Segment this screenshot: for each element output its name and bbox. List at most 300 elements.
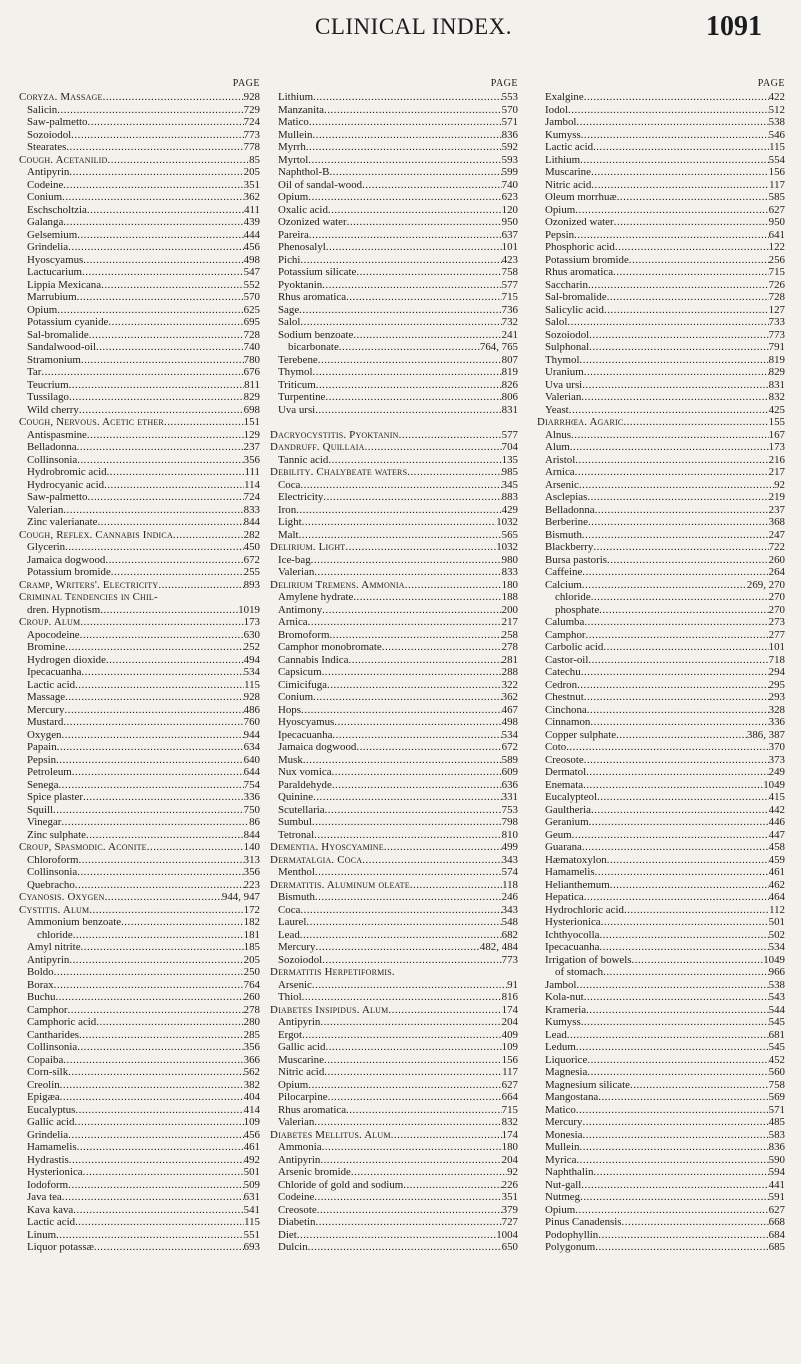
- index-entry: [270, 329, 518, 342]
- entry-page-ref: 560: [768, 1066, 785, 1078]
- entry-page-ref: 241: [501, 328, 518, 341]
- index-entry: [270, 604, 518, 617]
- entry-page-ref: 724: [243, 116, 260, 128]
- dot-leader: [55, 991, 243, 1004]
- entry-term: Antipyrin: [278, 1016, 321, 1028]
- dot-leader: [61, 729, 243, 742]
- entry-term: Caffeine: [545, 566, 583, 578]
- dot-leader: [83, 1166, 244, 1179]
- entry-term: Sal-bromalide: [27, 328, 89, 341]
- dot-leader: [68, 241, 244, 254]
- entry-term: Enemata: [545, 778, 584, 791]
- entry-term: Potassium cyanide: [27, 316, 109, 328]
- index-heading-entry: [19, 91, 260, 104]
- dot-leader: [586, 629, 769, 642]
- entry-page-ref: 450: [243, 541, 260, 553]
- entry-page-ref: 807: [501, 353, 518, 366]
- dot-leader: [569, 404, 769, 417]
- entry-term: Dermatol: [545, 766, 587, 778]
- entry-term: Arnica: [278, 616, 308, 628]
- dot-leader: [308, 1079, 501, 1092]
- entry-term: Rhus aromatica: [278, 1103, 347, 1116]
- index-entry: [19, 1229, 260, 1242]
- entry-term: Liquor potassæ: [27, 1241, 94, 1253]
- entry-page-ref: 754: [243, 778, 260, 791]
- entry-page-ref: 122: [768, 241, 785, 253]
- entry-page-ref: 985: [501, 466, 518, 478]
- dot-leader: [325, 804, 502, 817]
- index-entry: [270, 904, 518, 917]
- entry-term: Catechu: [545, 666, 581, 678]
- entry-page-ref: 583: [768, 1128, 785, 1141]
- dot-leader: [598, 1229, 768, 1242]
- entry-term: Musk: [278, 753, 303, 766]
- entry-term: Myrtol: [278, 153, 309, 166]
- dot-leader: [362, 179, 502, 192]
- dot-leader: [297, 1229, 496, 1242]
- entry-page-ref: 118: [502, 878, 518, 891]
- entry-page-ref: 117: [769, 178, 785, 191]
- index-entry: [537, 291, 785, 304]
- entry-term: Iodol: [545, 103, 568, 116]
- entry-term: Collinsonia: [27, 1041, 78, 1053]
- entry-term: Kumyss: [545, 128, 581, 141]
- dot-leader: [339, 341, 480, 354]
- index-entry: [270, 591, 518, 604]
- entry-page-ref: 151: [243, 416, 260, 428]
- index-entry: [537, 729, 785, 742]
- entry-term: Yeast: [545, 403, 569, 416]
- entry-term: Mangostana: [545, 1091, 599, 1103]
- entry-page-ref: 331: [501, 791, 518, 803]
- entry-page-ref: 252: [243, 641, 260, 653]
- entry-term: Buchu: [27, 991, 56, 1003]
- index-entry: [537, 1091, 785, 1104]
- entry-page-ref: 641: [768, 228, 785, 241]
- dot-leader: [309, 116, 502, 129]
- dot-leader: [587, 704, 769, 717]
- entry-term: Hops: [278, 703, 301, 716]
- dot-leader: [603, 966, 769, 979]
- entry-term: Kumyss: [545, 1016, 581, 1028]
- index-entry: [270, 991, 518, 1004]
- entry-page-ref: 569: [768, 1091, 785, 1103]
- index-entry: [19, 604, 260, 617]
- entry-term: Hyoscyamus: [278, 716, 335, 728]
- dot-leader: [610, 879, 769, 892]
- entry-term: Cystitis. Alum: [19, 903, 90, 916]
- dot-leader: [83, 254, 243, 267]
- dot-leader: [599, 604, 768, 617]
- index-lines: [270, 91, 518, 1254]
- dot-leader: [299, 304, 501, 317]
- entry-term: Polygonum: [545, 1241, 596, 1253]
- index-entry: [270, 516, 518, 529]
- dot-leader: [601, 916, 769, 929]
- entry-page-ref: 538: [768, 116, 785, 128]
- dot-leader: [322, 1141, 502, 1154]
- index-entry: [19, 829, 260, 842]
- entry-page-ref: 893: [243, 578, 260, 591]
- entry-term: Camphoric acid: [27, 1016, 97, 1028]
- entry-term: Menthol: [278, 866, 315, 878]
- column-page-heading: PAGE: [232, 78, 260, 89]
- entry-term: Amyl nitrite: [27, 941, 81, 953]
- index-entry: [19, 266, 260, 279]
- entry-term: Gaultheria: [545, 803, 591, 816]
- entry-term: Ergot: [278, 1028, 302, 1041]
- dot-leader: [567, 316, 768, 329]
- index-entry: [270, 154, 518, 167]
- index-entry: [19, 816, 260, 829]
- entry-term: Cinnamon: [545, 716, 591, 728]
- entry-term: Antispasmine: [27, 428, 87, 441]
- index-entry: [19, 1104, 260, 1117]
- entry-term: Podophyllin: [545, 1228, 599, 1241]
- dot-leader: [57, 104, 243, 117]
- entry-page-ref: 816: [501, 991, 518, 1003]
- entry-term: Squill: [27, 803, 54, 816]
- dot-leader: [587, 1054, 768, 1067]
- entry-term: Chloroform: [27, 853, 79, 866]
- entry-term: Pilocarpine: [278, 1091, 328, 1103]
- dot-leader: [584, 754, 769, 767]
- entry-term: Creosote: [278, 1203, 317, 1216]
- index-heading-entry: [19, 904, 260, 917]
- entry-page-ref: 498: [501, 716, 518, 728]
- entry-term: Berberine: [545, 516, 588, 528]
- entry-term: Sulphonal: [545, 341, 590, 353]
- entry-term: Cough, Nervous. Acetic ether: [19, 416, 164, 428]
- index-entry: [537, 1016, 785, 1029]
- entry-page-ref: 127: [768, 303, 785, 316]
- index-entry: [19, 716, 260, 729]
- dot-leader: [314, 1116, 501, 1129]
- dot-leader: [60, 1091, 244, 1104]
- index-entry: [270, 229, 518, 242]
- entry-term: Sage: [278, 303, 300, 316]
- dot-leader: [311, 554, 502, 567]
- index-entry: [537, 1066, 785, 1079]
- entry-page-ref: 590: [768, 1153, 785, 1166]
- entry-term: Cough. Acetanilid: [19, 153, 108, 166]
- dot-leader: [570, 441, 769, 454]
- index-entry: [537, 1129, 785, 1142]
- index-entry: [270, 716, 518, 729]
- entry-page-ref: 219: [768, 491, 785, 503]
- dot-leader: [583, 1129, 769, 1142]
- entry-page-ref: 356: [243, 453, 260, 466]
- index-entry: [537, 404, 785, 417]
- entry-page-ref: 698: [243, 403, 260, 416]
- index-entry: [537, 254, 785, 267]
- dot-leader: [315, 404, 501, 417]
- entry-page-ref: 204: [501, 1016, 518, 1028]
- entry-term: Antipyrin: [278, 1153, 321, 1166]
- dot-leader: [362, 854, 501, 867]
- entry-term: Manzanita: [278, 103, 324, 116]
- entry-page-ref: 461: [243, 1141, 260, 1153]
- dot-leader: [302, 516, 497, 529]
- entry-page-ref: 609: [501, 766, 518, 778]
- entry-page-ref: 758: [768, 1078, 785, 1091]
- index-entry: [270, 941, 518, 954]
- entry-page-ref: 541: [243, 1203, 260, 1216]
- entry-page-ref: 117: [502, 1066, 518, 1078]
- index-entry: [270, 1079, 518, 1092]
- dot-leader: [575, 1204, 768, 1217]
- index-entry: [270, 491, 518, 504]
- dot-leader: [308, 154, 501, 167]
- entry-page-ref: 414: [243, 1103, 260, 1116]
- dot-leader: [66, 141, 243, 154]
- dot-leader: [65, 691, 244, 704]
- entry-term: Senega: [27, 778, 59, 791]
- index-entry: [537, 854, 785, 867]
- entry-page-ref: 501: [243, 1166, 260, 1178]
- entry-page-ref: 204: [501, 1153, 518, 1166]
- entry-page-ref: 264: [768, 566, 785, 578]
- index-entry: [270, 916, 518, 929]
- dot-leader: [105, 554, 243, 567]
- dot-leader: [313, 691, 502, 704]
- dot-leader: [584, 891, 769, 904]
- dot-leader: [607, 291, 769, 304]
- entry-term: Sandalwood-oil: [27, 341, 96, 353]
- dot-leader: [103, 91, 244, 104]
- entry-term: Muscarine: [278, 1053, 324, 1066]
- dot-leader: [617, 191, 769, 204]
- entry-page-ref: 180: [501, 1141, 518, 1153]
- dot-leader: [597, 791, 769, 804]
- entry-term: Gallic acid: [27, 1116, 75, 1128]
- dot-leader: [322, 604, 501, 617]
- entry-page-ref: 806: [501, 391, 518, 403]
- dot-leader: [581, 129, 769, 142]
- index-entry: [537, 766, 785, 779]
- dot-leader: [69, 954, 243, 967]
- index-entry: [537, 91, 785, 104]
- entry-term: Cinchona: [545, 703, 587, 716]
- index-entry: [537, 1179, 785, 1192]
- entry-term: Zinc valerianate: [27, 516, 98, 528]
- index-entry: [19, 854, 260, 867]
- index-entry: [19, 1066, 260, 1079]
- dot-leader: [630, 1079, 769, 1092]
- entry-term: Rhus aromatica: [278, 291, 347, 303]
- entry-term: Sozoiodol: [27, 128, 72, 141]
- dot-leader: [101, 279, 244, 292]
- index-entry: [270, 179, 518, 192]
- entry-page-ref: 829: [243, 391, 260, 403]
- entry-page-ref: 577: [501, 428, 518, 441]
- entry-page-ref: 722: [768, 541, 785, 553]
- index-entry: [537, 829, 785, 842]
- dot-leader: [353, 329, 501, 342]
- dot-leader: [77, 441, 244, 454]
- entry-term: Eschscholtzia: [27, 203, 87, 216]
- entry-page-ref: 328: [768, 703, 785, 716]
- entry-term: Uva ursi: [545, 378, 583, 391]
- index-entry: [537, 879, 785, 892]
- dot-leader: [306, 916, 501, 929]
- dot-leader: [300, 904, 501, 917]
- dot-leader: [68, 1066, 244, 1079]
- entry-page-ref: 715: [501, 291, 518, 303]
- index-entry: [537, 179, 785, 192]
- index-entry: [537, 391, 785, 404]
- entry-page-ref: 591: [768, 1191, 785, 1203]
- dot-leader: [300, 929, 502, 942]
- entry-page-ref: 182: [243, 916, 260, 928]
- index-entry: [19, 479, 260, 492]
- dot-leader: [593, 1166, 768, 1179]
- entry-page-ref: 285: [243, 1028, 260, 1041]
- entry-page-ref: 928: [243, 691, 260, 703]
- index-entry: [19, 979, 260, 992]
- index-entry: [270, 816, 518, 829]
- entry-term: Gelsemium: [27, 228, 78, 241]
- entry-page-ref: 439: [243, 216, 260, 228]
- index-entry: [537, 441, 785, 454]
- dot-leader: [356, 266, 501, 279]
- dot-leader: [322, 666, 502, 679]
- entry-page-ref: 1019: [238, 603, 260, 616]
- entry-page-ref: 681: [768, 1028, 785, 1041]
- dot-leader: [607, 854, 769, 867]
- entry-page-ref: 467: [501, 703, 518, 716]
- dot-leader: [329, 629, 501, 642]
- dot-leader: [566, 741, 768, 754]
- entry-page-ref: 773: [768, 328, 785, 341]
- entry-page-ref: 571: [501, 116, 518, 128]
- entry-term: Lithium: [278, 91, 314, 103]
- dot-leader: [584, 91, 769, 104]
- index-entry: [537, 629, 785, 642]
- entry-page-ref: 343: [501, 903, 518, 916]
- index-entry: [270, 379, 518, 392]
- dot-leader: [580, 354, 769, 367]
- dot-leader: [63, 1054, 243, 1067]
- index-entry: [270, 191, 518, 204]
- entry-term: Monesia: [545, 1128, 583, 1141]
- entry-term: Ozonized water: [545, 216, 614, 228]
- dot-leader: [582, 529, 769, 542]
- entry-term: Pepsin: [545, 228, 575, 241]
- entry-term: Codeine: [27, 178, 64, 191]
- entry-page-ref: 534: [501, 728, 518, 741]
- entry-term: Uranium: [545, 366, 584, 378]
- dot-leader: [622, 1216, 769, 1229]
- entry-page-ref: 740: [501, 178, 518, 191]
- dot-leader: [68, 1004, 244, 1017]
- index-entry: [19, 679, 260, 692]
- index-entry: [19, 341, 260, 354]
- entry-term: Croup. Alum: [19, 616, 81, 628]
- entry-page-ref: 543: [768, 991, 785, 1003]
- dot-leader: [575, 466, 769, 479]
- entry-term: Phosphoric acid: [545, 241, 615, 253]
- entry-page-ref: 740: [243, 341, 260, 353]
- entry-page-ref: 91: [507, 978, 518, 991]
- index-entry: [19, 1191, 260, 1204]
- entry-term: Ledum: [545, 1041, 576, 1053]
- dot-leader: [589, 341, 768, 354]
- index-entry: [270, 279, 518, 292]
- entry-page-ref: 592: [501, 141, 518, 153]
- entry-term: Valerian: [278, 566, 315, 578]
- dot-leader: [87, 429, 244, 442]
- entry-page-ref: 1049: [763, 953, 785, 966]
- dot-leader: [78, 854, 243, 867]
- entry-term: Myrica: [545, 1153, 577, 1166]
- dot-leader: [69, 1154, 244, 1167]
- dot-leader: [583, 1116, 769, 1129]
- entry-term: Cantharides: [27, 1028, 80, 1041]
- entry-term: Camphor: [27, 1003, 68, 1016]
- dot-leader: [313, 366, 502, 379]
- index-entry: [537, 1141, 785, 1154]
- dot-leader: [63, 716, 243, 729]
- index-entry: [270, 404, 518, 417]
- index-entry: [270, 1141, 518, 1154]
- entry-term: Calumba: [545, 616, 585, 628]
- entry-page-ref: 140: [243, 841, 260, 853]
- entry-term: Hepatica: [545, 891, 584, 903]
- entry-term: Criminal Tendencies in Chil-: [19, 591, 158, 603]
- entry-term: Gallic acid: [278, 1041, 326, 1053]
- entry-term: Oxalic acid: [278, 203, 328, 216]
- entry-term: Nitric acid: [278, 1066, 325, 1078]
- dot-leader: [382, 641, 502, 654]
- entry-page-ref: 293: [768, 691, 785, 703]
- entry-page-ref: 950: [501, 216, 518, 228]
- index-entry: [270, 391, 518, 404]
- entry-page-ref: 486: [243, 703, 260, 716]
- index-heading-entry: [19, 616, 260, 629]
- page-title: CLINICAL INDEX.: [315, 14, 513, 39]
- index-lines: [19, 91, 260, 1254]
- index-entry: [537, 529, 785, 542]
- dot-leader: [57, 741, 244, 754]
- entry-page-ref: 429: [501, 503, 518, 516]
- column-page-heading: PAGE: [757, 78, 785, 89]
- entry-page-ref: 411: [244, 203, 260, 216]
- entry-term: Geum: [545, 828, 572, 841]
- entry-page-ref: 156: [501, 1053, 518, 1066]
- index-entry: [270, 1204, 518, 1217]
- entry-term: Nitric acid: [545, 178, 592, 191]
- entry-term: Chloride of gold and sodium: [278, 1178, 404, 1191]
- dot-leader: [346, 1104, 502, 1117]
- index-entry: [19, 129, 260, 142]
- entry-page-ref: 101: [501, 241, 518, 253]
- entry-page-ref: 205: [243, 953, 260, 966]
- entry-page-ref: 459: [768, 853, 785, 866]
- entry-term: Sal-bromalide: [545, 291, 607, 303]
- index-entry: [19, 1041, 260, 1054]
- entry-term: Lactic acid: [27, 1216, 76, 1228]
- entry-term: Pinus Canadensis: [545, 1216, 622, 1228]
- entry-term: chloride: [37, 928, 73, 941]
- entry-page-ref: 249: [768, 766, 785, 778]
- entry-term: Helianthemum: [545, 878, 610, 891]
- entry-page-ref: 356: [243, 866, 260, 878]
- dot-leader: [591, 179, 769, 192]
- index-entry: [537, 991, 785, 1004]
- index-entry: [537, 1041, 785, 1054]
- index-entry: [19, 404, 260, 417]
